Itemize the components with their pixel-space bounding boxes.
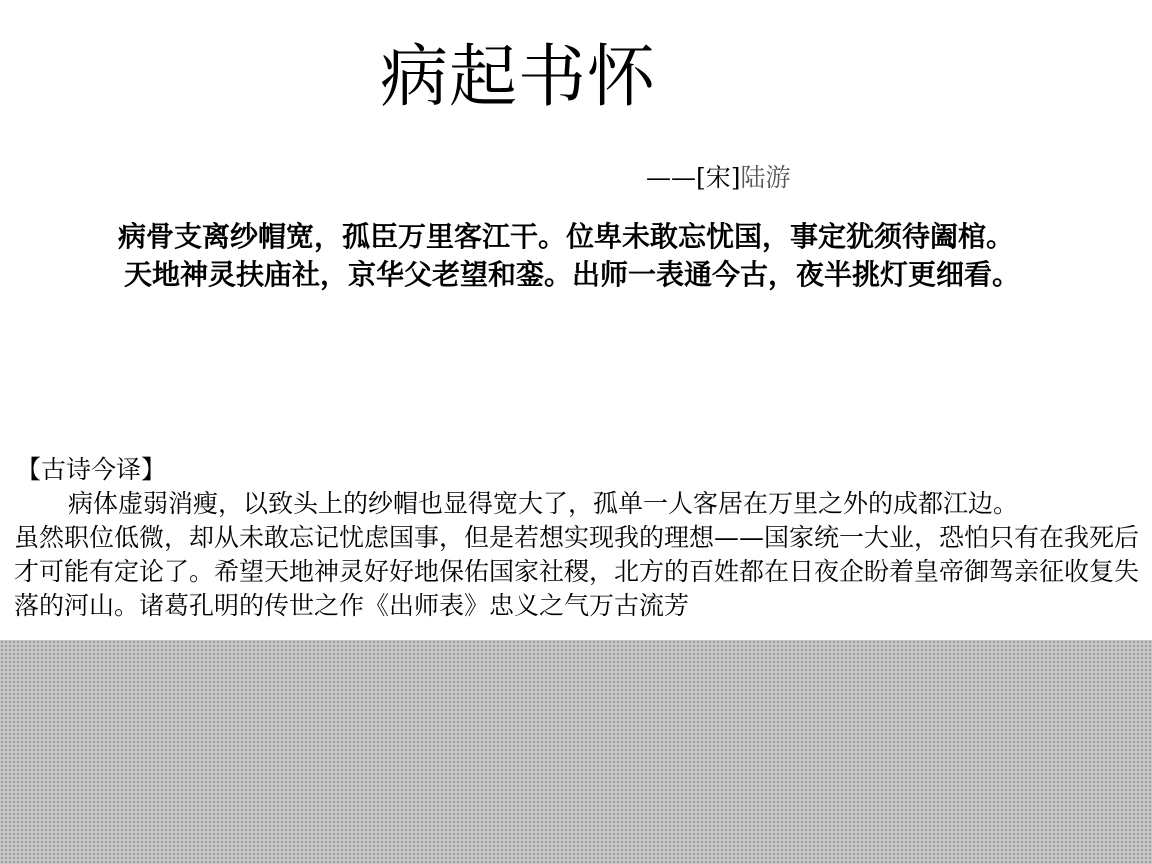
translation-paragraph: 病体虚弱消瘦，以致头上的纱帽也显得宽大了，孤单一人客居在万里之外的成都江边。 bbox=[68, 489, 1019, 518]
poem-line: 病骨支离纱帽宽，孤臣万里客江干。位卑未敢忘忧国，事定犹须待阖棺。 bbox=[118, 220, 1015, 253]
translation-section bbox=[14, 453, 1140, 623]
poem-title: 病起书怀 bbox=[380, 38, 657, 117]
poem-line: 天地神灵扶庙社，京华父老望和銮。出师一表通今古，夜半挑灯更细看。 bbox=[124, 258, 1021, 291]
dotted-overlay bbox=[0, 640, 1152, 864]
translation-paragraph: 虽然职位低微，却从未敢忘记忧虑国事，但是若想实现我的理想——国家统一大业，恐怕只有在我死后才可能有定论了。希望天地神灵好好地保佑国家社稷，北方的百姓都在日夜企盼着皇帝御驾亲征收复失落的河山。诸葛孔明的传世之作《出师表》忠义之气万古流芳 bbox=[14, 523, 1140, 620]
author-name: 陆游 bbox=[740, 163, 791, 192]
poem-author bbox=[646, 160, 791, 196]
poem-body bbox=[60, 218, 1020, 294]
author-dash: —— bbox=[646, 163, 696, 192]
translation-heading: 【古诗今译】 bbox=[16, 455, 167, 484]
author-dynasty: [宋] bbox=[696, 163, 741, 192]
